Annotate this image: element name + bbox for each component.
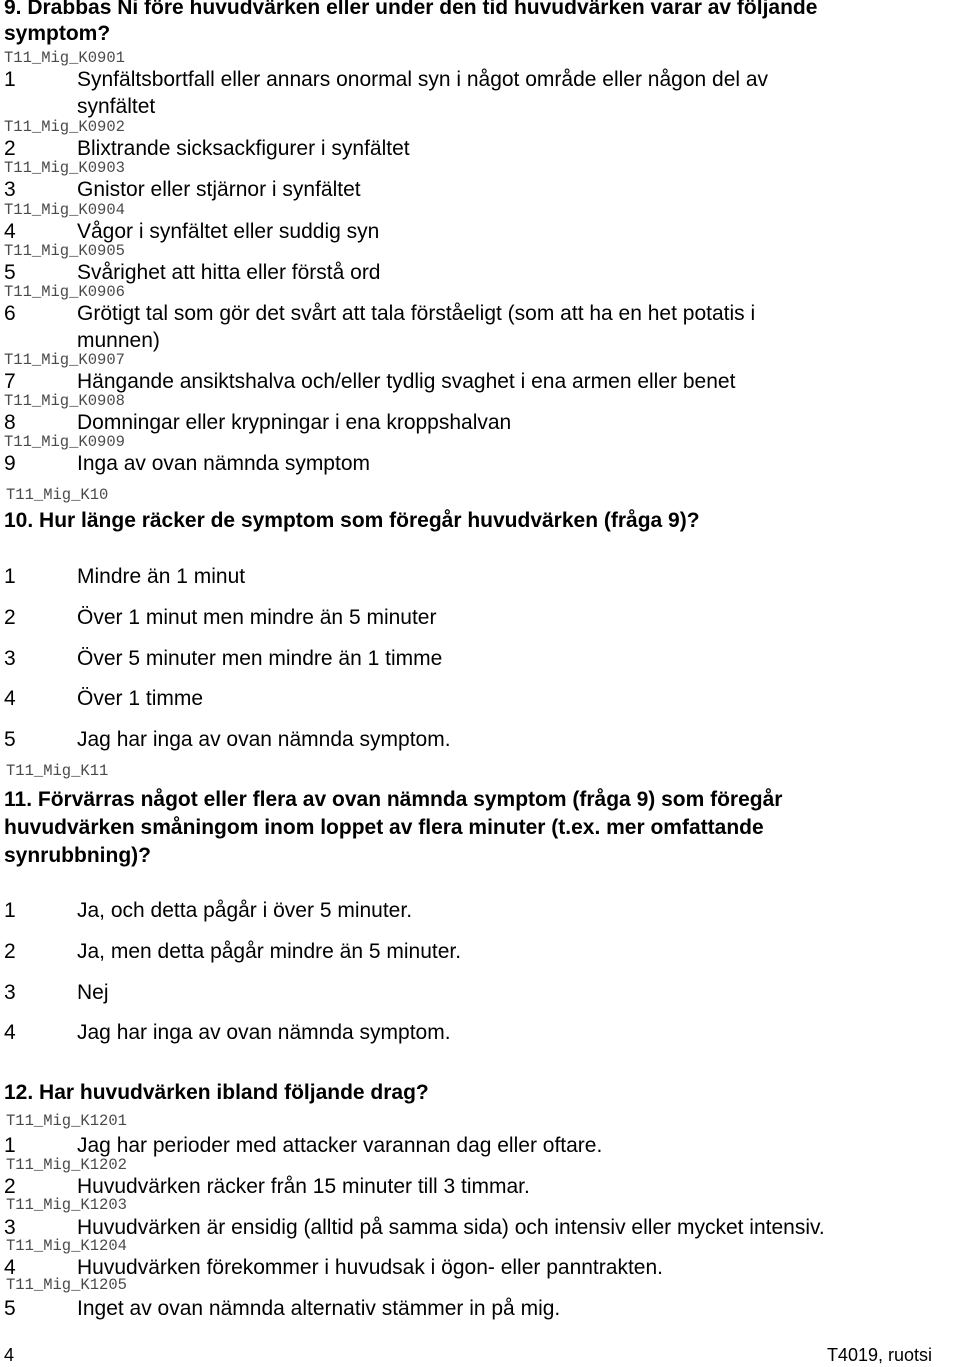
option-number: 4 — [4, 220, 16, 243]
option-number: 9 — [4, 452, 16, 475]
option-number: 3 — [4, 981, 16, 1004]
option-number: 7 — [4, 370, 16, 393]
option-number: 6 — [4, 302, 16, 325]
option-number: 5 — [4, 1297, 16, 1320]
variable-code: T11_Mig_K0903 — [4, 159, 125, 177]
question-9-title-line1: 9. Drabbas Ni före huvudvärken eller under den tid huvudvärken varar av följande — [4, 0, 818, 19]
variable-code: T11_Mig_K1201 — [6, 1112, 127, 1130]
option-number: 4 — [4, 1256, 16, 1279]
option-text: Över 1 minut men mindre än 5 minuter — [77, 606, 437, 629]
option-text: Jag har inga av ovan nämnda symptom. — [77, 728, 451, 751]
variable-code: T11_Mig_K11 — [6, 762, 109, 780]
option-text: Huvudvärken är ensidig (alltid på samma sida) och intensiv eller mycket intensiv. — [77, 1216, 825, 1239]
option-text: Svårighet att hitta eller förstå ord — [77, 261, 381, 284]
option-number: 2 — [4, 1175, 16, 1198]
option-text: Ja, och detta pågår i över 5 minuter. — [77, 899, 413, 922]
option-text: Över 1 timme — [77, 687, 204, 710]
option-number: 4 — [4, 1021, 16, 1044]
variable-code: T11_Mig_K0902 — [4, 118, 125, 136]
option-number: 2 — [4, 137, 16, 160]
option-text: Synfältsbortfall eller annars onormal syn i något område eller någon del av — [77, 68, 769, 91]
variable-code: T11_Mig_K0909 — [4, 433, 125, 451]
option-text: Över 5 minuter men mindre än 1 timme — [77, 647, 443, 670]
option-text: Mindre än 1 minut — [77, 565, 246, 588]
option-text: Vågor i synfältet eller suddig syn — [77, 220, 380, 243]
option-text: Gnistor eller stjärnor i synfältet — [77, 178, 361, 201]
option-number: 1 — [4, 68, 16, 91]
variable-code: T11_Mig_K0906 — [4, 283, 125, 301]
option-number: 2 — [4, 606, 16, 629]
option-text: Huvudvärken förekommer i huvudsak i ögon- eller panntrakten. — [77, 1256, 663, 1279]
option-text: Domningar eller krypningar i ena kroppshalvan — [77, 411, 512, 434]
option-number: 3 — [4, 647, 16, 670]
variable-code: T11_Mig_K0905 — [4, 242, 125, 260]
variable-code: T11_Mig_K1204 — [6, 1237, 127, 1255]
option-text: Nej — [77, 981, 109, 1004]
option-number: 2 — [4, 940, 16, 963]
option-text: Ja, men detta pågår mindre än 5 minuter. — [77, 940, 462, 963]
option-number: 3 — [4, 1216, 16, 1239]
option-number: 1 — [4, 899, 16, 922]
variable-code: T11_Mig_K1203 — [6, 1196, 127, 1214]
option-text-continued: synfältet — [77, 95, 156, 118]
question-10-title: 10. Hur länge räcker de symptom som föregår huvudvärken (fråga 9)? — [4, 509, 700, 532]
option-text-continued: munnen) — [77, 329, 160, 352]
question-11-title-line3: synrubbning)? — [4, 844, 151, 867]
option-text: Inga av ovan nämnda symptom — [77, 452, 370, 475]
option-number: 1 — [4, 565, 16, 588]
option-text: Inget av ovan nämnda alternativ stämmer in på mig. — [77, 1297, 561, 1320]
option-text: Hängande ansiktshalva och/eller tydlig svaghet i ena armen eller benet — [77, 370, 736, 393]
variable-code: T11_Mig_K0907 — [4, 351, 125, 369]
variable-code: T11_Mig_K1202 — [6, 1156, 127, 1174]
variable-code: T11_Mig_K0908 — [4, 392, 125, 410]
option-number: 1 — [4, 1134, 16, 1157]
variable-code: T11_Mig_K0901 — [4, 49, 125, 67]
variable-code: T11_Mig_K1205 — [6, 1276, 127, 1294]
document-id: T4019, ruotsi — [826, 1345, 932, 1365]
option-text: Blixtrande sicksackfigurer i synfältet — [77, 137, 410, 160]
option-number: 5 — [4, 261, 16, 284]
option-text: Jag har inga av ovan nämnda symptom. — [77, 1021, 451, 1044]
page-number: 4 — [4, 1345, 15, 1365]
option-number: 8 — [4, 411, 16, 434]
option-number: 3 — [4, 178, 16, 201]
option-text: Grötigt tal som gör det svårt att tala förståeligt (som att ha en het potatis i — [77, 302, 756, 325]
question-12-title: 12. Har huvudvärken ibland följande drag? — [4, 1081, 429, 1104]
option-number: 4 — [4, 687, 16, 710]
variable-code: T11_Mig_K0904 — [4, 201, 125, 219]
option-text: Jag har perioder med attacker varannan dag eller oftare. — [77, 1134, 603, 1157]
variable-code: T11_Mig_K10 — [6, 486, 109, 504]
option-text: Huvudvärken räcker från 15 minuter till 3 timmar. — [77, 1175, 530, 1198]
option-number: 5 — [4, 728, 16, 751]
question-11-title-line1: 11. Förvärras något eller flera av ovan nämnda symptom (fråga 9) som föregår — [4, 788, 783, 811]
question-9-title-line2: symptom? — [4, 22, 111, 45]
question-11-title-line2: huvudvärken småningom inom loppet av flera minuter (t.ex. mer omfattande — [4, 816, 764, 839]
